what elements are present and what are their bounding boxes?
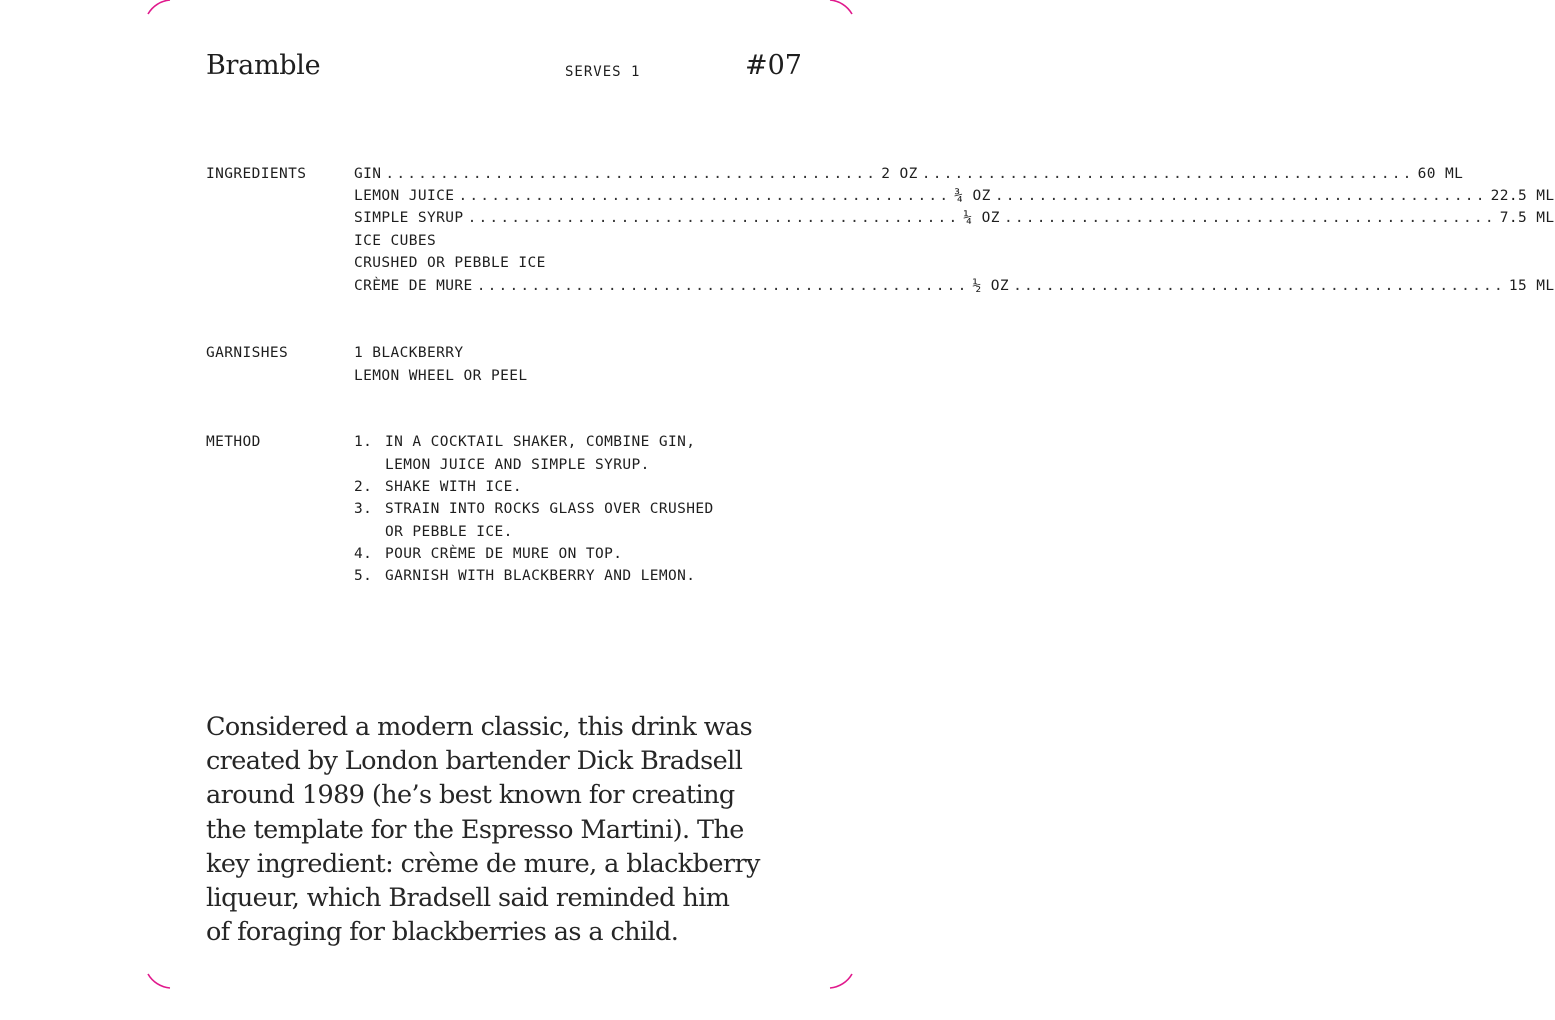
description-line: the template for the Espresso Martini). The [206, 814, 744, 845]
ingredient-name: GIN [354, 166, 382, 182]
recipe-description [206, 710, 806, 949]
leader-dots: ............................................. [1003, 210, 1496, 226]
ingredient-oz: ½ OZ [972, 278, 1010, 294]
description-line: liqueur, which Bradsell said reminded him [206, 883, 730, 914]
description-line: created by London bartender Dick Bradsell [206, 746, 743, 777]
leader-dots: ............................................. [458, 188, 951, 204]
ingredient-oz: ¾ OZ [954, 188, 991, 204]
leader-dots: ............................................. [1013, 278, 1505, 294]
ingredient-row [354, 166, 1464, 186]
step-number: 5. [354, 568, 373, 584]
step-number: 4. [354, 546, 373, 562]
method-step [354, 479, 522, 495]
ingredient-oz: ¼ OZ [963, 210, 1000, 226]
leader-dots: ............................................. [921, 166, 1414, 182]
description-line: key ingredient: crème de mure, a blackberry [206, 848, 760, 879]
serves-count: SERVES 1 [565, 64, 641, 80]
step-text: POUR CRÈME DE MURE ON TOP. [385, 546, 623, 562]
ingredient-row [354, 210, 1555, 230]
step-text: IN A COCKTAIL SHAKER, COMBINE GIN, [385, 434, 696, 450]
ingredient-name: LEMON JUICE [354, 188, 455, 204]
leader-dots: ............................................. [385, 166, 878, 182]
ingredient-row [354, 188, 1555, 208]
ingredient-oz: 2 OZ [881, 166, 918, 182]
method-step [354, 546, 622, 562]
method-step [354, 568, 695, 584]
ingredient-name: CRÈME DE MURE [354, 278, 473, 294]
corner-mark-top-left [140, 0, 200, 48]
leader-dots: ............................................. [476, 278, 969, 294]
ingredient-row [354, 278, 1555, 298]
step-text: STRAIN INTO ROCKS GLASS OVER CRUSHED [385, 501, 714, 517]
recipe-title: Bramble [206, 50, 321, 81]
garnish-item: 1 BLACKBERRY [354, 345, 464, 361]
ingredient-ml: 7.5 ML [1499, 210, 1555, 226]
step-text: LEMON JUICE AND SIMPLE SYRUP. [385, 457, 650, 473]
step-number: 3. [354, 501, 373, 517]
ingredient-name: CRUSHED OR PEBBLE ICE [354, 255, 546, 271]
ingredient-ml: 22.5 ML [1490, 188, 1555, 204]
ingredient-name: SIMPLE SYRUP [354, 210, 464, 226]
description-line: of foraging for blackberries as a child. [206, 917, 679, 948]
description-line: around 1989 (he’s best known for creating [206, 780, 735, 811]
leader-dots: ............................................. [467, 210, 960, 226]
corner-mark-bottom-right [800, 960, 860, 1020]
step-text: GARNISH WITH BLACKBERRY AND LEMON. [385, 568, 696, 584]
step-number: 2. [354, 479, 373, 495]
step-text: OR PEBBLE ICE. [385, 524, 513, 540]
garnish-item: LEMON WHEEL OR PEEL [354, 368, 528, 384]
garnishes-label: GARNISHES [206, 345, 289, 361]
ingredient-ml: 15 ML [1508, 278, 1555, 294]
ingredients-label: INGREDIENTS [206, 166, 307, 182]
step-text: SHAKE WITH ICE. [385, 479, 522, 495]
corner-mark-bottom-left [140, 960, 200, 1020]
leader-dots: ............................................. [994, 188, 1487, 204]
ingredient-name: ICE CUBES [354, 233, 437, 249]
method-step [354, 501, 714, 517]
recipe-number: #07 [745, 50, 802, 81]
ingredient-ml: 60 ML [1417, 166, 1464, 182]
step-number: 1. [354, 434, 373, 450]
description-line: Considered a modern classic, this drink was [206, 712, 753, 742]
method-step [354, 434, 695, 450]
method-label: METHOD [206, 434, 261, 450]
corner-mark-top-right [800, 0, 860, 48]
